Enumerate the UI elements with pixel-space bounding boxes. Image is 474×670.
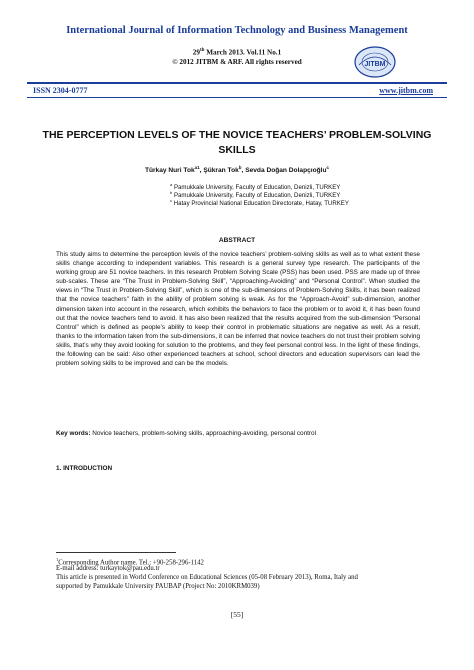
affiliation-sup: a	[170, 182, 173, 187]
affiliation-text: Pamukkale University, Faculty of Education, Denizli, TURKEY	[173, 184, 341, 192]
author-sup: c	[326, 165, 330, 170]
issue-day-suffix: th	[199, 48, 205, 53]
author-name: Şükran Tok	[203, 167, 239, 175]
author-name: Türkay Nuri Tok	[144, 167, 195, 175]
author-list	[0, 165, 474, 174]
author-sep: ,	[241, 167, 246, 175]
footnote-supported: supported by Pamukkale University PAUBAP (Project No: 2010KRM039)	[56, 583, 260, 590]
copyright-line: © 2012 JITBM & ARF. All rights reserved	[172, 58, 302, 66]
paper-title: THE PERCEPTION LEVELS OF THE NOVICE TEACHERS’ PROBLEM-SOLVING SKILLS	[42, 129, 432, 156]
website-link[interactable]: www.jitbm.com	[379, 86, 433, 95]
footnote-email: E-mail address: turkaytok@pau.edu.tr	[56, 565, 160, 572]
affiliation-sup: b	[170, 190, 173, 195]
issue-day: 29	[192, 48, 200, 57]
abstract-body: This study aims to determine the perception levels of the novice teachers’ problem-solving skills as well as to what extent these skills change according to independent variables. This research is a general survey type research. The participants of the working group are 51 novice teachers. In this research Problem Solving Scale (PSS) has been used. PSS are made up of three sub-scales. These are “The Trust in Problem-Solving Skill”, “Approaching-Avoiding” and “Personal Control”. When studied the views in “The Trust in Problem-Solving Skill”, which is one of the sub-dimensions of Problem-Solving Skills, it has been realized that the novice teachers’’ faith in the ability of problem solving is weak. As for the “Approach-Avoid” sub-dimension, another dimension taken into account in the research, which exhibits the behaviors to face the problem or to avoid it, it has been found out that the novice teachers tend to avoid. It has also been realized that the results acquired from the sub-dimension “Personal Control” which is defined as people’s ability to keep their control in problematic situations are negative as well. As a result, thanks to the information taken from the sub-dimensions, it can be inferred that novice teachers do not trust their problem solving skills, that’s why they avoid looking for solution to the problems, and they feel personal control less. In the light of these findings, the following can be said: Also other experienced teachers at school, school directors and education supervisors can lead the problem solving skills to be improved and can be the models.	[56, 251, 420, 368]
affiliation-text: Pamukkale University, Faculty of Education, Denizli, TURKEY	[173, 192, 341, 200]
header-rule-bottom	[27, 97, 447, 98]
footnote-presented: This article is presented in World Conference on Educational Sciences (05-08 February 2013), Roma, Italy and	[56, 574, 358, 581]
logo-text: JITBM	[364, 61, 386, 68]
issue-rest: March 2013. Vol.11 No.1	[204, 48, 282, 57]
affiliation-sup: c	[170, 198, 172, 203]
footnote-rule	[56, 552, 176, 553]
keywords	[56, 430, 420, 437]
author-sup: b	[238, 165, 242, 170]
journal-logo	[353, 45, 397, 79]
affiliation	[170, 198, 349, 207]
author-sup: a1	[194, 165, 200, 170]
keywords-label: Key words:	[56, 430, 91, 437]
author-sep: ,	[199, 167, 204, 175]
issn: ISSN 2304-0777	[33, 86, 88, 95]
journal-title: International Journal of Information Technology and Business Management	[66, 25, 408, 36]
section-heading-introduction: 1. INTRODUCTION	[56, 465, 113, 472]
author-name: Sevda Doğan Dolapçıoğlu	[245, 167, 327, 175]
abstract-heading: ABSTRACT	[218, 237, 256, 244]
footnote-text: Corresponding Author name. Tel.: +90-258-296-1142	[58, 559, 204, 567]
keywords-text: Novice teachers, problem-solving skills, approaching-avoiding, personal control	[90, 430, 317, 437]
affiliation-text: Hatay Provincial National Education Directorate, Hatay, TURKEY	[173, 200, 349, 208]
footnote-sup: 1	[56, 557, 59, 562]
issue-line	[0, 48, 474, 56]
page-number: [55]	[230, 610, 244, 619]
header-rule-top	[27, 82, 447, 84]
